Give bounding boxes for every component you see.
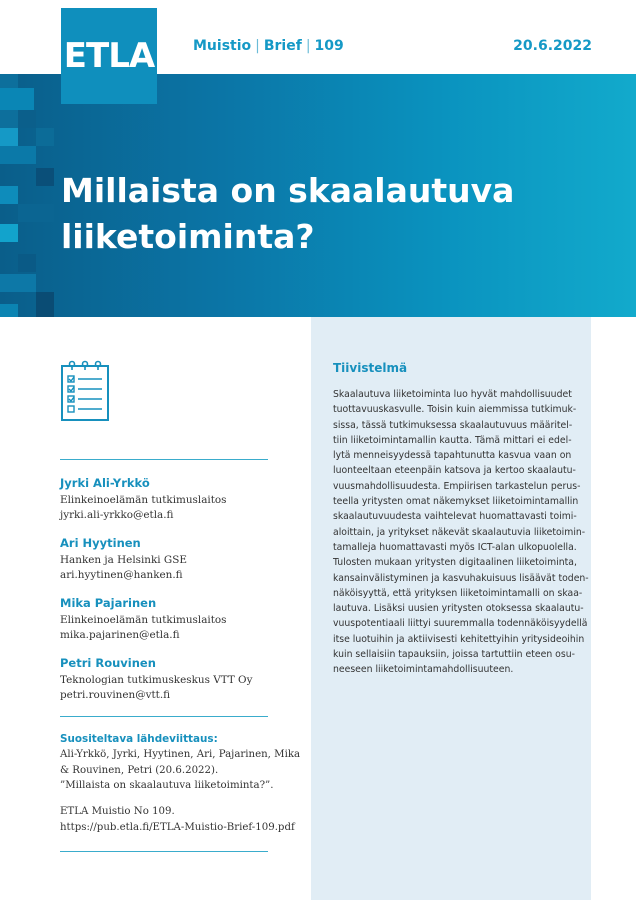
- banner-decor-square: [0, 186, 18, 204]
- divider-rule: [60, 851, 268, 852]
- author-email[interactable]: mika.pajarinen@etla.fi: [60, 629, 180, 641]
- series-muistio: Muistio: [193, 38, 252, 54]
- summary-line: tamalleja huomattavasti myös ICT-alan ulkopuolella.: [333, 541, 577, 553]
- banner-decor-square: [0, 128, 18, 146]
- document-title: [61, 168, 581, 260]
- citation-line: Ali-Yrkkö, Jyrki, Hyytinen, Ari, Pajarinen, Mika: [60, 749, 301, 760]
- author-email[interactable]: ari.hyytinen@hanken.fi: [60, 569, 183, 581]
- series-brief: Brief: [263, 38, 302, 54]
- logo-text: ETLA: [63, 36, 155, 76]
- author-organization: Hanken ja Helsinki GSE: [60, 554, 187, 566]
- summary-line: lautuva. Lisäksi uusien yritysten otoksessa skaalautu-: [333, 603, 584, 615]
- banner-decor-square: [18, 110, 36, 128]
- citation-line: ”Millaista on skaalautuva liiketoiminta?”.: [60, 780, 274, 791]
- banner-decor-square: [0, 146, 36, 164]
- summary-line: vuusmahdollisuudesta. Empiirisen tarkastelun perus-: [333, 480, 581, 492]
- series-label: [193, 38, 344, 54]
- checklist-icon: [60, 360, 110, 422]
- etla-logo: [61, 8, 157, 104]
- author-name: Jyrki Ali-Yrkkö: [60, 476, 150, 490]
- summary-line: sissa, tässä tutkimuksessa skaalautuvuus määritel-: [333, 419, 573, 431]
- author-block: [60, 656, 280, 703]
- summary-line: aloittain, ja yritykset näkevät skaalautuvia liiketoimin-: [333, 526, 586, 538]
- title-line-1: Millaista on skaalautuva: [61, 171, 515, 210]
- summary-line: skaalautuvuudesta vaihtelevat huomattavasti toimi-: [333, 511, 577, 523]
- summary-line: neeseen liiketoimintamahdollisuuteen.: [333, 664, 514, 676]
- summary-line: tuottavuuskasvulle. Toisin kuin aiemmissa tutkimuk-: [333, 404, 577, 416]
- banner-decor-square: [0, 88, 34, 110]
- series-number: 109: [314, 38, 344, 54]
- summary-line: kuin sellaisiin tapauksiin, joissa tartuttiin eteen osu-: [333, 649, 575, 661]
- summary-line: itse luotuihin ja aktiivisesti kehitettyihin yritysideoihin: [333, 633, 585, 645]
- title-line-2: liiketoiminta?: [61, 217, 315, 256]
- summary-line: tiin liiketoimintamallin kautta. Tämä mittari ei edel-: [333, 434, 572, 446]
- banner-decor-square: [36, 128, 54, 146]
- summary-line: luonteeltaan eteenpäin katsova ja kertoo skaalautu-: [333, 465, 576, 477]
- summary-line: kansainvälistyminen ja kasvuhakuisuus lisäävät toden-: [333, 572, 589, 584]
- publication-date: 20.6.2022: [513, 38, 592, 54]
- banner-decor-square: [36, 292, 54, 317]
- banner-decor-square: [36, 168, 54, 186]
- citation-heading: Suositeltava lähdeviittaus:: [60, 733, 218, 745]
- summary-line: Skaalautuva liiketoiminta luo hyvät mahdollisuudet: [333, 389, 572, 400]
- author-block: [60, 536, 280, 583]
- author-name: Mika Pajarinen: [60, 596, 157, 610]
- author-email[interactable]: petri.rouvinen@vtt.fi: [60, 689, 171, 701]
- summary-line: näköisyyttä, että yrityksen liiketoimintamalli on skaa-: [333, 587, 583, 599]
- summary-line: lytä menneisyydessä tapahtunutta kasvua vaan on: [333, 450, 572, 462]
- banner-decor-square: [0, 304, 18, 317]
- author-name: Petri Rouvinen: [60, 656, 156, 670]
- author-name: Ari Hyytinen: [60, 536, 141, 550]
- citation-block: [60, 733, 301, 794]
- summary-box: [311, 317, 591, 900]
- summary-body: [333, 387, 589, 678]
- author-organization: Elinkeinoelämän tutkimuslaitos: [60, 614, 227, 626]
- summary-line: teella yritysten omat näkemykset liiketoimintamallin: [333, 496, 579, 508]
- summary-line: Tulosten mukaan yritysten digitaalinen liiketoiminta,: [333, 557, 577, 569]
- checklist-icon-svg: [60, 360, 110, 422]
- author-email[interactable]: jyrki.ali-yrkko@etla.fi: [60, 509, 174, 521]
- banner-decor-square: [18, 254, 36, 272]
- reference-line: ETLA Muistio No 109.: [60, 806, 175, 817]
- series-separator-2: |: [305, 38, 311, 54]
- banner-decor-square: [0, 224, 18, 242]
- author-organization: Elinkeinoelämän tutkimuslaitos: [60, 494, 227, 506]
- series-separator-1: |: [255, 38, 260, 54]
- banner-decor-square: [18, 204, 54, 222]
- banner-decor-square: [0, 274, 36, 292]
- summary-line: vuuspotentiaali liittyi suuremmalla todennäköisyydellä: [333, 618, 588, 630]
- author-block: [60, 476, 280, 523]
- reference-block: [60, 804, 295, 835]
- divider-rule: [60, 716, 268, 717]
- summary-heading: Tiivistelmä: [333, 361, 408, 375]
- divider-rule: [60, 459, 268, 460]
- reference-url[interactable]: https://pub.etla.fi/ETLA-Muistio-Brief-109.pdf: [60, 821, 295, 833]
- author-block: [60, 596, 280, 643]
- citation-line: & Rouvinen, Petri (20.6.2022).: [60, 764, 219, 776]
- author-organization: Teknologian tutkimuskeskus VTT Oy: [60, 674, 253, 686]
